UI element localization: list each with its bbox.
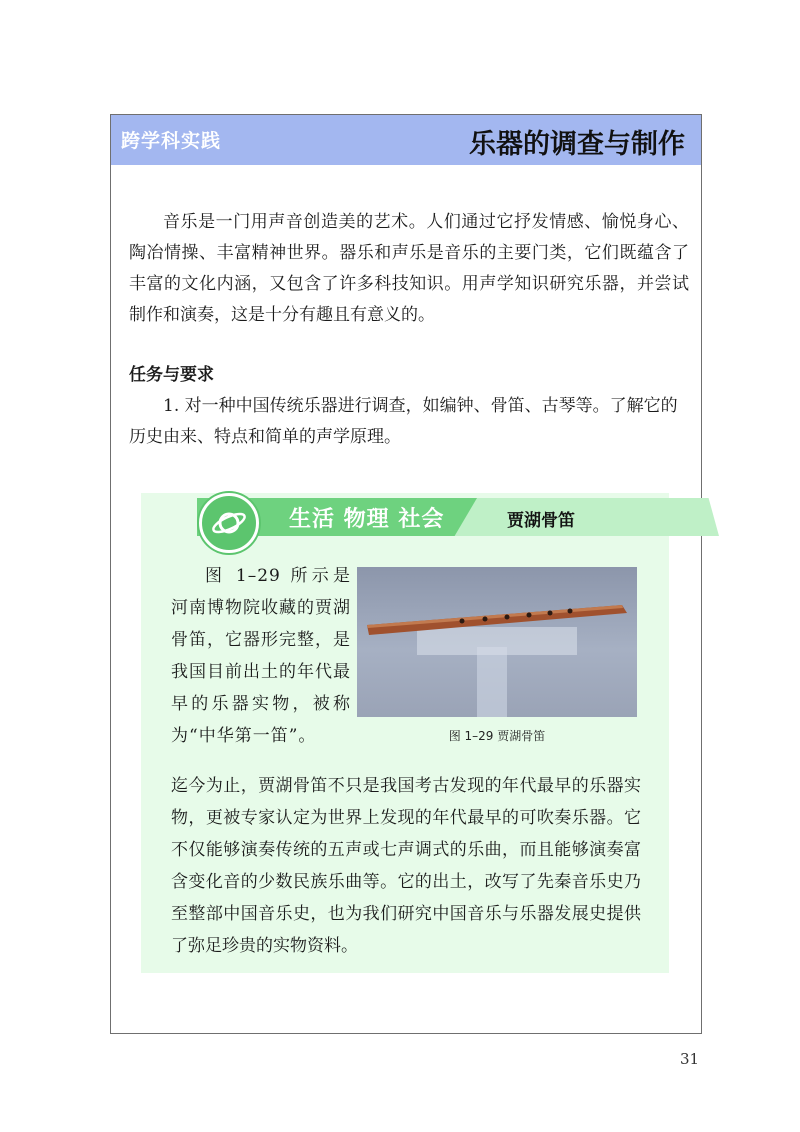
intro-paragraph: 音乐是一门用声音创造美的艺术。人们通过它抒发情感、愉悦身心、陶冶情操、丰富精神世界。器乐和声乐是音乐的主要门类，它们既蕴含了丰富的文化内涵，又包含了许多科技知识。用声学知识研究乐器，并尝试制作和演奏，这是十分有趣且有意义的。: [129, 212, 689, 325]
bone-flute-photo: [357, 567, 637, 717]
task-heading: 任务与要求: [129, 365, 214, 385]
header-bar: [111, 115, 701, 165]
box-text-bottom: 迄今为止，贾湖骨笛不只是我国考古发现的年代最早的乐器实物，更被专家认定为世界上发现的年代最早的可吹奏乐器。它不仅能够演奏传统的五声或七声调式的乐曲，而且能够演奏富含变化音的少数民族乐曲等。它的出土，改写了先秦音乐史乃至整部中国音乐史，也为我们研究中国音乐与乐器发展史提供了弥足珍贵的实物资料。: [171, 776, 641, 956]
task-item-1: 1. 对一种中国传统乐器进行调查，如编钟、骨笛、古琴等。了解它的历史由来、特点和简单的声学原理。: [129, 396, 678, 447]
figure-caption: 图 1–29 贾湖骨笛: [448, 729, 546, 743]
page-frame: [110, 114, 702, 1034]
page-title: 乐器的调查与制作: [469, 129, 685, 160]
box-text-left: 图 1–29 所示是河南博物院收藏的贾湖骨笛，它器形完整，是我国目前出土的年代最早的乐器实物，被称为“中华第一笛”。: [171, 566, 351, 746]
page-number: 31: [680, 1050, 700, 1068]
banner-subtitle: 贾湖骨笛: [507, 511, 575, 531]
section-tag: 跨学科实践: [121, 130, 222, 152]
banner-label: 生活 物理 社会: [289, 507, 445, 532]
planet-icon: [199, 493, 259, 553]
